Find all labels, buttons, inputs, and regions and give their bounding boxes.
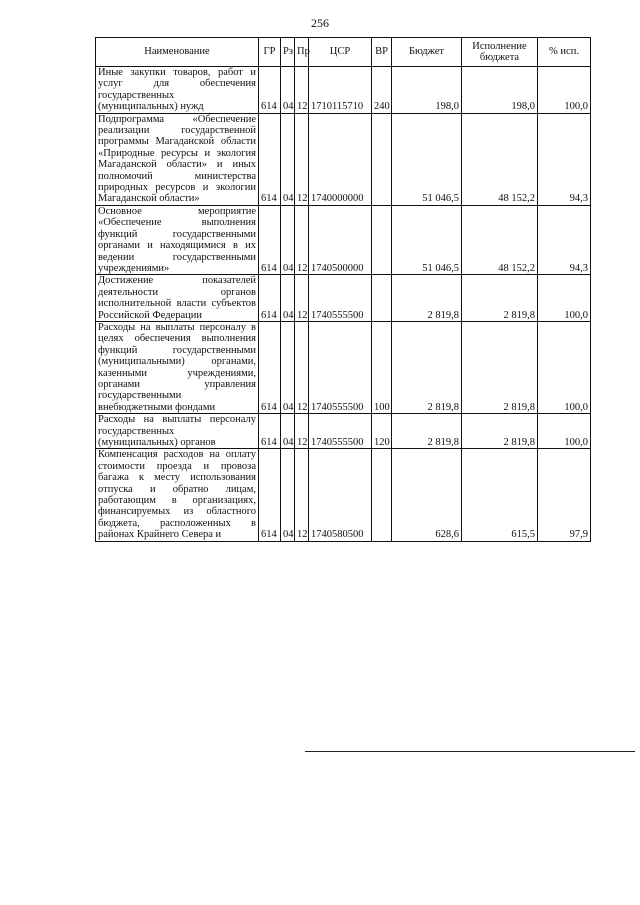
row-name: Основное мероприятие «Обеспечение выполнения функций государственными органами и находящимися в их ведении государственными учреждениями» [96, 205, 259, 274]
row-budget: 51 046,5 [392, 205, 462, 274]
row-name: Подпрограмма «Обеспечение реализации государственной программы Магаданской области «Природные ресурсы и экология Магаданской области» и иных полномочий министерства природных ресурсов и экологии Магаданской области» [96, 113, 259, 205]
row-execution: 615,5 [462, 449, 538, 541]
header-name: Наименование [96, 38, 259, 67]
table-row [96, 205, 591, 274]
row-pct: 100,0 [538, 414, 591, 449]
row-csr: 1740580500 [309, 449, 372, 541]
header-rz: Рз [281, 38, 295, 67]
row-pr: 12 [295, 275, 309, 322]
row-vr [372, 449, 392, 541]
row-gr: 614 [259, 205, 281, 274]
row-vr [372, 275, 392, 322]
header-budget: Бюджет [392, 38, 462, 67]
row-execution: 48 152,2 [462, 113, 538, 205]
row-vr [372, 205, 392, 274]
row-pr: 12 [295, 67, 309, 114]
row-rz: 04 [281, 321, 295, 413]
header-gr: ГР [259, 38, 281, 67]
row-pr: 12 [295, 113, 309, 205]
row-pct: 94,3 [538, 205, 591, 274]
table-row [96, 67, 591, 114]
row-vr: 100 [372, 321, 392, 413]
table-row [96, 414, 591, 449]
row-name: Иные закупки товаров, работ и услуг для обеспечения государственных (муниципальных) нужд [96, 67, 259, 114]
row-rz: 04 [281, 275, 295, 322]
row-name: Достижение показателей деятельности органов исполнительной власти субъектов Российской Федерации [96, 275, 259, 322]
row-csr: 1740555500 [309, 321, 372, 413]
footer-rule [305, 751, 635, 752]
page-number: 256 [311, 16, 329, 30]
row-name: Компенсация расходов на оплату стоимости проезда и провоза багажа к месту использования отпуска и обратно лицам, работающим в организациях, финансируемых из областного бюджета, расположенных в районах Крайнего Севера и [96, 449, 259, 541]
row-budget: 51 046,5 [392, 113, 462, 205]
row-vr: 240 [372, 67, 392, 114]
table-header-row [96, 38, 591, 67]
row-budget: 2 819,8 [392, 321, 462, 413]
row-csr: 1740555500 [309, 414, 372, 449]
row-execution: 48 152,2 [462, 205, 538, 274]
row-csr: 1740555500 [309, 275, 372, 322]
row-rz: 04 [281, 67, 295, 114]
row-vr: 120 [372, 414, 392, 449]
row-budget: 628,6 [392, 449, 462, 541]
header-vr: ВР [372, 38, 392, 67]
table-row [96, 113, 591, 205]
row-execution: 2 819,8 [462, 275, 538, 322]
row-vr [372, 113, 392, 205]
table-row [96, 321, 591, 413]
row-budget: 2 819,8 [392, 275, 462, 322]
row-csr: 1740500000 [309, 205, 372, 274]
row-rz: 04 [281, 205, 295, 274]
row-csr: 1710115710 [309, 67, 372, 114]
row-execution: 2 819,8 [462, 414, 538, 449]
row-pct: 100,0 [538, 67, 591, 114]
header-csr: ЦСР [309, 38, 372, 67]
header-pct: % исп. [538, 38, 591, 67]
row-rz: 04 [281, 113, 295, 205]
row-budget: 198,0 [392, 67, 462, 114]
row-csr: 1740000000 [309, 113, 372, 205]
row-gr: 614 [259, 449, 281, 541]
row-budget: 2 819,8 [392, 414, 462, 449]
row-gr: 614 [259, 113, 281, 205]
header-pr: Пр [295, 38, 309, 67]
table-row [96, 275, 591, 322]
row-gr: 614 [259, 275, 281, 322]
row-execution: 198,0 [462, 67, 538, 114]
row-rz: 04 [281, 449, 295, 541]
table-row [96, 449, 591, 541]
row-pct: 97,9 [538, 449, 591, 541]
row-rz: 04 [281, 414, 295, 449]
row-pct: 94,3 [538, 113, 591, 205]
row-gr: 614 [259, 67, 281, 114]
row-name: Расходы на выплаты персоналу государственных (муниципальных) органов [96, 414, 259, 449]
row-name: Расходы на выплаты персоналу в целях обеспечения выполнения функций государственными (муниципальными) органами, казенными учреждениями, органами управления государственными внебюджетными фондами [96, 321, 259, 413]
row-pr: 12 [295, 321, 309, 413]
row-pr: 12 [295, 414, 309, 449]
row-gr: 614 [259, 321, 281, 413]
row-gr: 614 [259, 414, 281, 449]
row-execution: 2 819,8 [462, 321, 538, 413]
row-pr: 12 [295, 205, 309, 274]
row-pct: 100,0 [538, 275, 591, 322]
row-pr: 12 [295, 449, 309, 541]
header-execution: Исполнение бюджета [462, 38, 538, 67]
row-pct: 100,0 [538, 321, 591, 413]
budget-table [95, 37, 591, 542]
